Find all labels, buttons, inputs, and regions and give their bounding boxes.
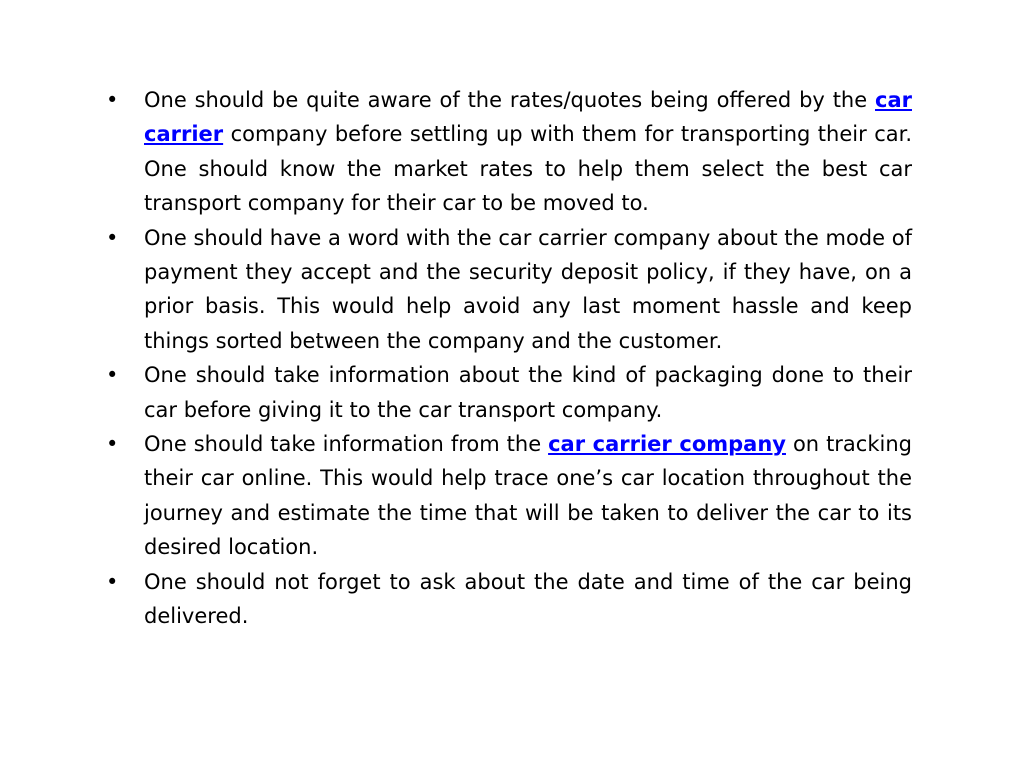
bullet-icon: • xyxy=(106,363,119,388)
bullet-icon: • xyxy=(106,88,119,112)
bullet-item-delivery xyxy=(106,565,912,634)
bullet-list xyxy=(106,83,912,634)
bullet-item-tracking xyxy=(106,427,912,565)
bullet-text: on tracking their car online. This would help trace one’s car location throughout the journey and estimate the time that will be taken to deliver the car to its desired location. xyxy=(144,432,912,560)
bullet-icon: • xyxy=(106,432,119,457)
bullet-text: One should be quite aware of the rates/quotes being offered by the xyxy=(144,88,876,112)
bullet-item-payment xyxy=(106,221,912,359)
bullet-text: One should take information about the kind of packaging done to their car before giving it to the car transport company. xyxy=(144,363,912,422)
bullet-text: One should not forget to ask about the date and time of the car being delivered. xyxy=(144,569,912,629)
car-carrier-link[interactable]: car carrier xyxy=(144,88,912,147)
bullet-icon: • xyxy=(106,569,119,594)
bullet-item-rates xyxy=(106,83,912,221)
bullet-item-packaging xyxy=(106,358,912,427)
bullet-icon: • xyxy=(106,225,119,250)
bullet-text: company before settling up with them for transporting their car. One should know the market rates to help them select the best car transport company for their car to be moved to. xyxy=(144,122,912,216)
car-carrier-company-link[interactable]: car carrier company xyxy=(548,432,786,457)
bullet-text: One should have a word with the car carrier company about the mode of payment they accept and the security deposit policy, if they have, on a prior basis. This would help avoid any last moment hassle and keep things sorted between the company and the customer. xyxy=(144,225,912,353)
bullet-text: One should take information from the xyxy=(144,432,549,457)
